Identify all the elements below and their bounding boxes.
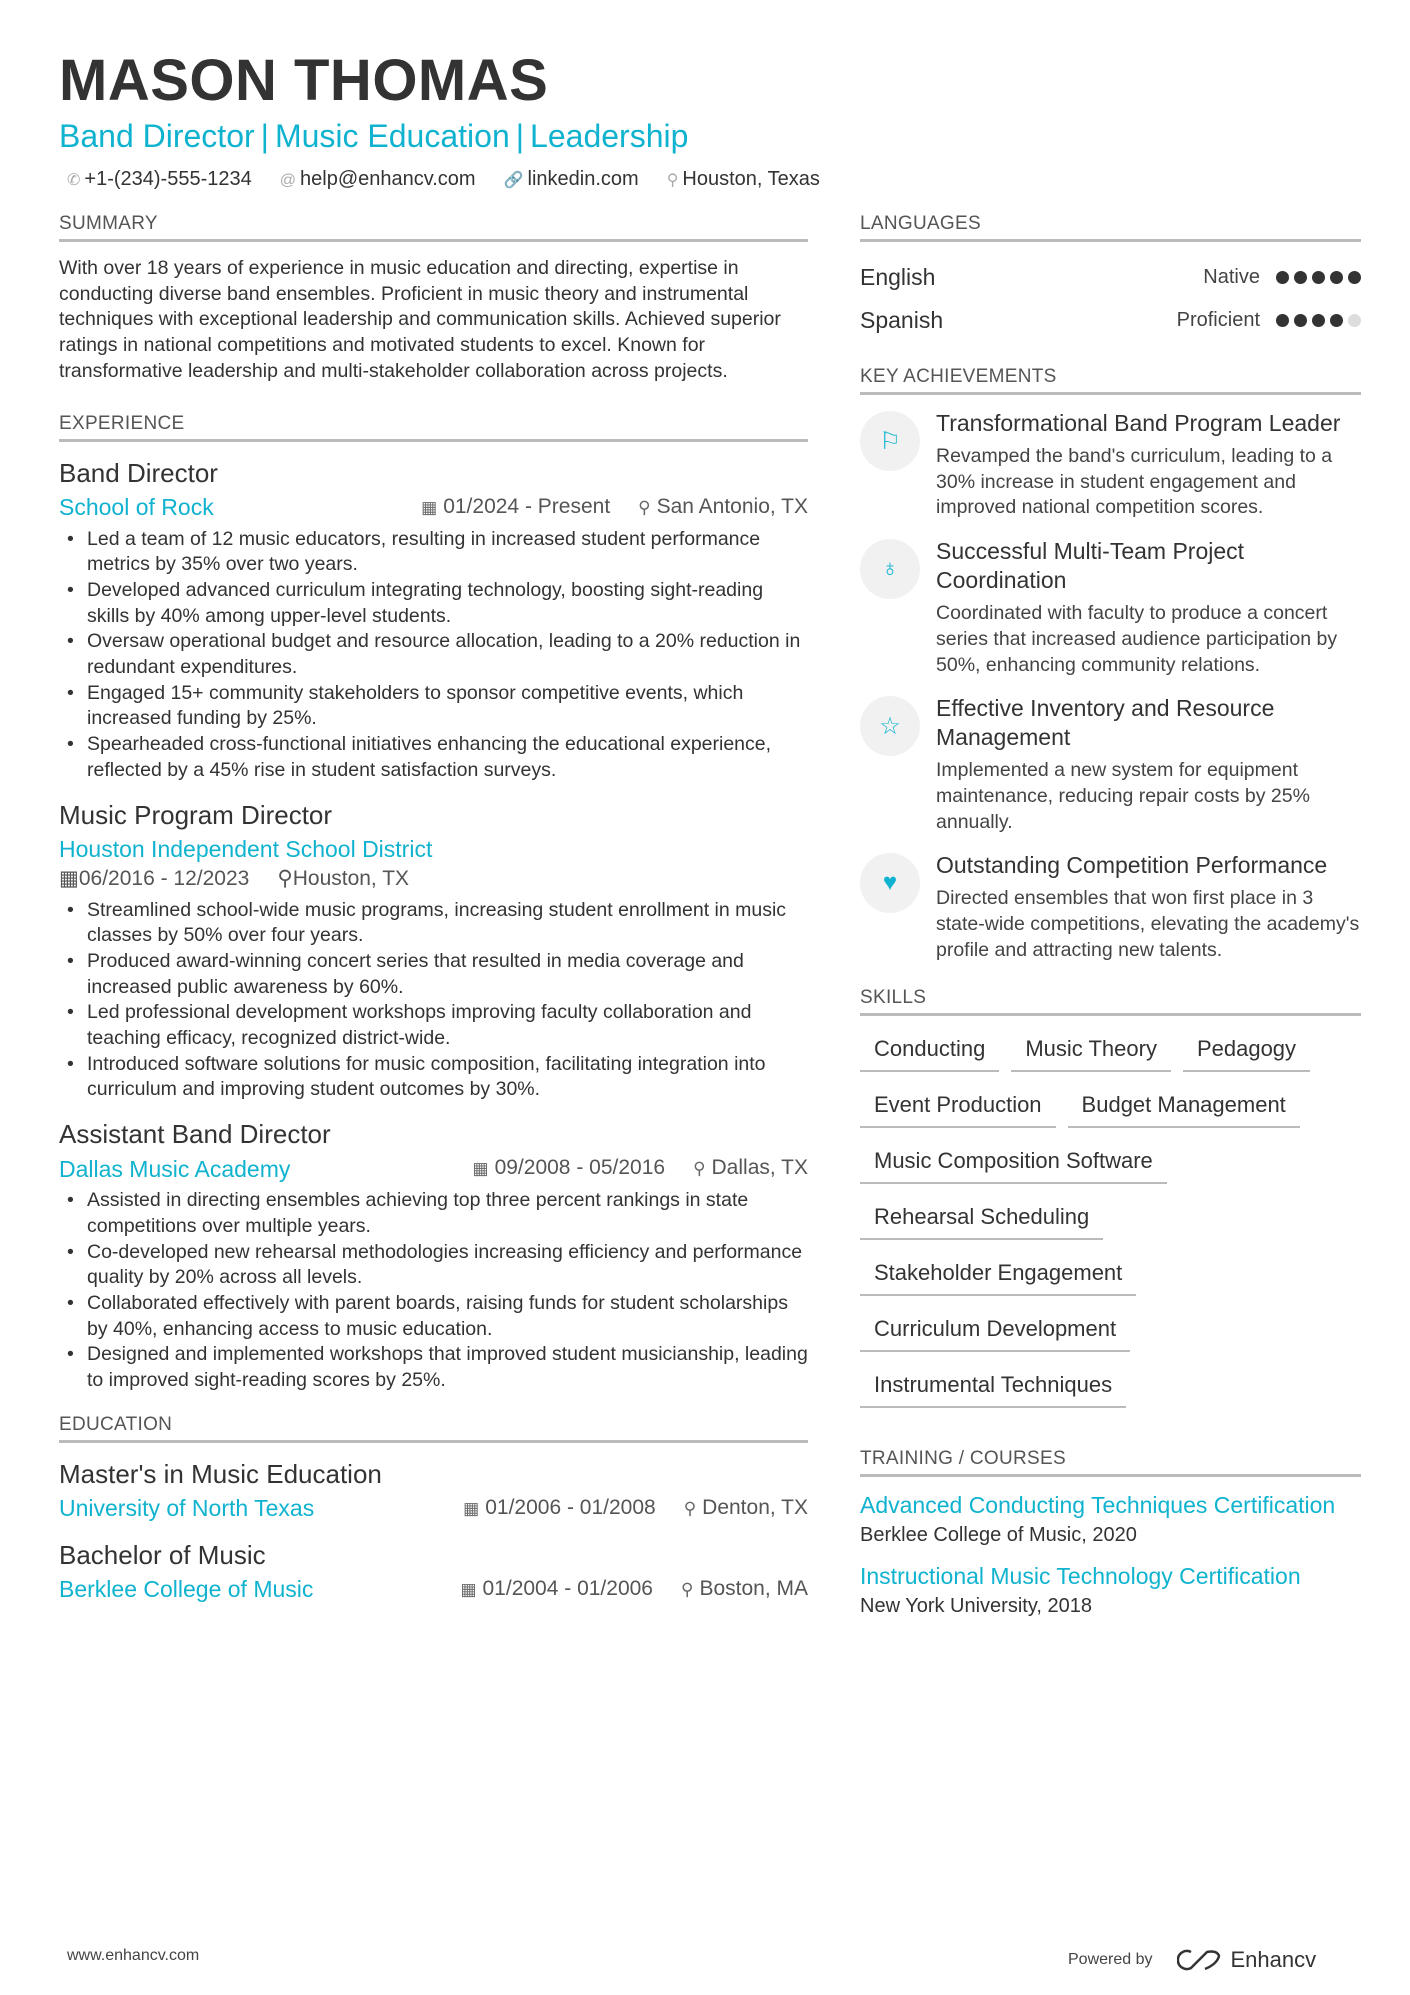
section-heading: KEY ACHIEVEMENTS <box>860 366 1361 395</box>
achievement-item <box>860 537 1361 678</box>
bullet-item: • Spearheaded cross-functional initiatives enhancing the educational experience, reflected by a 45% rise in student satisfaction surveys. <box>59 732 808 783</box>
bullet-item: • Led professional development workshops improving faculty collaboration and teaching efficacy, recognized district-wide. <box>59 1000 808 1051</box>
achievement-description: Implemented a new system for equipment maintenance, reducing repair costs by 25% annually. <box>936 759 1310 833</box>
location-text: Denton, TX <box>702 1495 808 1519</box>
date-text: 09/2008 - 05/2016 <box>494 1156 666 1180</box>
date-range <box>463 1493 656 1524</box>
skill-tag: Rehearsal Scheduling <box>860 1198 1103 1240</box>
job-meta <box>59 834 808 864</box>
enhancv-logo-icon <box>1177 1948 1223 1972</box>
skill-tag: Event Production <box>860 1086 1056 1128</box>
language-rating <box>1276 314 1361 327</box>
contact-text: Houston, Texas <box>682 168 820 190</box>
star-icon: ☆ <box>860 696 920 756</box>
language-name: Spanish <box>860 307 944 333</box>
location-text: Boston, MA <box>699 1576 808 1600</box>
bullet-item: • Introduced software solutions for music composition, facilitating integration into curriculum and improving student outcomes by 30%. <box>59 1052 808 1103</box>
bullet-item: • Oversaw operational budget and resource allocation, leading to a 20% reduction in redundant expenditures. <box>59 629 808 680</box>
achievement-item <box>860 694 1361 835</box>
education-meta <box>59 1493 808 1524</box>
bullet-item: • Led a team of 12 music educators, resulting in increased student performance metrics by 35% over two years. <box>59 527 808 578</box>
achievement-title: Transformational Band Program Leader <box>936 410 1341 436</box>
left-column <box>59 213 808 1633</box>
language-name: English <box>860 264 936 290</box>
date-range <box>460 1574 653 1605</box>
location-pin-icon: ⚲ <box>277 866 293 890</box>
headline-part: Leadership <box>530 118 689 154</box>
course-item <box>860 1562 1361 1621</box>
course-item <box>860 1491 1361 1550</box>
location-text: San Antonio, TX <box>656 494 808 518</box>
course-title[interactable]: Instructional Music Technology Certification <box>860 1563 1301 1590</box>
section-heading: EXPERIENCE <box>59 413 808 442</box>
skill-tag: Music Theory <box>1011 1030 1171 1072</box>
achievement-description: Coordinated with faculty to produce a concert series that increased audience participation by 50%, enhancing community relations. <box>936 602 1338 676</box>
location-pin-icon: ⚲ <box>683 1498 697 1518</box>
rating-dot <box>1294 271 1307 284</box>
skill-tag: Instrumental Techniques <box>860 1366 1126 1408</box>
bullet-list <box>59 1188 808 1394</box>
date-text: 01/2004 - 01/2006 <box>482 1576 653 1600</box>
job-meta <box>59 1153 808 1184</box>
course-source: Berklee College of Music, 2020 <box>860 1524 1137 1547</box>
link-icon: 🔗 <box>503 172 524 189</box>
footer-branding <box>1068 1947 1316 1973</box>
headline <box>59 116 1361 156</box>
course-source: New York University, 2018 <box>860 1595 1092 1618</box>
date-text: 01/2006 - 01/2008 <box>485 1495 656 1519</box>
heart-icon: ♥ <box>860 853 920 913</box>
degree: Bachelor of Music <box>59 1539 266 1570</box>
bullet-item: • Collaborated effectively with parent boards, raising funds for student scholarships by 40%, enhancing access to music education. <box>59 1291 808 1342</box>
location-pin-icon: ⚲ <box>680 1579 694 1599</box>
school-name[interactable]: University of North Texas <box>59 1495 315 1522</box>
skill-tag: Budget Management <box>1068 1086 1300 1128</box>
skill-tag: Stakeholder Engagement <box>860 1254 1136 1296</box>
powered-by-label: Powered by <box>1068 1951 1153 1968</box>
company-name[interactable]: School of Rock <box>59 494 214 521</box>
language-rating <box>1276 271 1361 284</box>
rating-dot <box>1312 271 1325 284</box>
company-name[interactable]: Houston Independent School District <box>59 835 433 862</box>
brand-name: Enhancv <box>1230 1947 1317 1972</box>
job-role: Assistant Band Director <box>59 1119 331 1150</box>
job-role: Band Director <box>59 457 218 488</box>
skill-tag: Curriculum Development <box>860 1310 1130 1352</box>
section-heading: EDUCATION <box>59 1414 808 1443</box>
section-heading: SKILLS <box>860 987 1361 1016</box>
language-row <box>860 299 1361 342</box>
skill-tag: Conducting <box>860 1030 999 1072</box>
date-text: 01/2024 - Present <box>443 494 611 518</box>
bullet-item: • Assisted in directing ensembles achieving top three percent rankings in state competitions over multiple years. <box>59 1188 808 1239</box>
achievement-item <box>860 851 1361 963</box>
resume <box>59 48 1361 1633</box>
contact-item <box>667 168 820 191</box>
location-pin-icon: ⚲ <box>693 1159 706 1179</box>
contact-item[interactable] <box>504 168 639 191</box>
bullet-item: • Designed and implemented workshops that improved student musicianship, leading to improved sight-reading scores by 25%. <box>59 1342 808 1393</box>
rating-dot <box>1276 271 1289 284</box>
rating-dot <box>1348 271 1361 284</box>
job-entry <box>59 798 808 1104</box>
section-heading: LANGUAGES <box>860 213 1361 242</box>
calendar-icon: ▦ <box>460 1579 477 1599</box>
job-entry <box>59 1117 808 1394</box>
bullet-list <box>59 527 808 784</box>
contact-text[interactable]: help@enhancv.com <box>300 168 476 190</box>
location-text: Dallas, TX <box>711 1156 808 1180</box>
course-title[interactable]: Advanced Conducting Techniques Certification <box>860 1492 1336 1519</box>
education-entry <box>59 1538 808 1605</box>
location <box>681 1574 808 1605</box>
rating-dot <box>1276 314 1289 327</box>
headline-part: Music Education <box>274 118 510 154</box>
school-name[interactable]: Berklee College of Music <box>59 1576 314 1603</box>
bullet-item: • Co-developed new rehearsal methodologies increasing efficiency and performance quality by 20% across all levels. <box>59 1240 808 1291</box>
education-entry <box>59 1457 808 1524</box>
separator: | <box>260 118 269 154</box>
location-icon: ⚲ <box>666 172 679 189</box>
candidate-name: MASON THOMAS <box>59 48 549 113</box>
contact-item[interactable] <box>280 168 476 191</box>
bullet-item: • Streamlined school-wide music programs, increasing student enrollment in music classes by 50% over four years. <box>59 898 808 949</box>
flag-icon: ⚐ <box>860 411 920 471</box>
degree: Master's in Music Education <box>59 1458 382 1489</box>
skill-tag: Pedagogy <box>1183 1030 1310 1072</box>
job-role: Music Program Director <box>59 799 333 830</box>
calendar-icon: ▦ <box>59 866 79 890</box>
lightbulb-icon: ♁ <box>860 539 920 599</box>
language-level: Native <box>1203 266 1260 288</box>
at-icon: @ <box>279 172 296 189</box>
section-heading: TRAINING / COURSES <box>860 1448 1361 1477</box>
rating-dot <box>1312 314 1325 327</box>
summary-text: With over 18 years of experience in music education and directing, expertise in conducting diverse band ensembles. Proficient in music theory and instrumental techniques with exceptional leadership and communication skills. Achieved superior ratings in national competitions and motivated students to excel. Known for transformative leadership and multi-stakeholder collaboration across projects. <box>59 257 781 382</box>
company-name[interactable]: Dallas Music Academy <box>59 1155 291 1182</box>
headline-part: Band Director <box>59 118 255 154</box>
rating-dot <box>1330 271 1343 284</box>
job-dates-location <box>59 864 808 894</box>
bullet-item: • Produced award-winning concert series that resulted in media coverage and increased public awareness by 60%. <box>59 949 808 1000</box>
location-text: Houston, TX <box>292 866 410 890</box>
education-meta <box>59 1574 808 1605</box>
section-heading: SUMMARY <box>59 213 808 242</box>
contact-text: +1-(234)-555-1234 <box>84 168 252 190</box>
date-text: 06/2016 - 12/2023 <box>78 866 250 890</box>
rating-dot <box>1330 314 1343 327</box>
skill-tag: Music Composition Software <box>860 1142 1167 1184</box>
calendar-icon: ▦ <box>421 497 438 517</box>
language-level: Proficient <box>1176 309 1260 331</box>
language-row <box>860 256 1361 299</box>
achievement-title: Outstanding Competition Performance <box>936 852 1328 879</box>
achievement-title: Effective Inventory and Resource Management <box>936 695 1275 751</box>
location <box>684 1493 808 1524</box>
calendar-icon: ▦ <box>472 1159 489 1179</box>
bullet-list <box>59 898 808 1104</box>
rating-dot <box>1294 314 1307 327</box>
achievement-description: Directed ensembles that won first place in 3 state-wide competitions, elevating the academy's profile and attracting new talents. <box>936 887 1360 961</box>
contact-item <box>67 168 252 191</box>
date-range <box>421 492 610 523</box>
date-range <box>473 1153 666 1184</box>
location <box>638 492 808 523</box>
contact-row <box>59 168 1361 191</box>
location-pin-icon: ⚲ <box>638 497 651 517</box>
date-range <box>59 864 249 894</box>
job-entry <box>59 456 808 784</box>
achievement-title: Successful Multi-Team Project Coordination <box>936 538 1245 594</box>
separator: | <box>515 118 525 154</box>
phone-icon: ✆ <box>67 172 81 189</box>
rating-dot <box>1348 314 1361 327</box>
calendar-icon: ▦ <box>463 1498 480 1518</box>
right-column <box>860 213 1361 1633</box>
achievement-description: Revamped the band's curriculum, leading to a 30% increase in student engagement and improved national competition scores. <box>936 445 1333 519</box>
contact-text[interactable]: linkedin.com <box>527 168 639 190</box>
bullet-item: • Developed advanced curriculum integrating technology, boosting sight-reading skills by 40% among upper-level students. <box>59 578 808 629</box>
achievement-item <box>860 409 1361 521</box>
footer-website[interactable]: www.enhancv.com <box>67 1947 200 1964</box>
bullet-item: • Engaged 15+ community stakeholders to sponsor competitive events, which increased funding by 25%. <box>59 681 808 732</box>
location <box>693 1153 808 1184</box>
location <box>277 864 409 894</box>
job-meta <box>59 492 808 523</box>
